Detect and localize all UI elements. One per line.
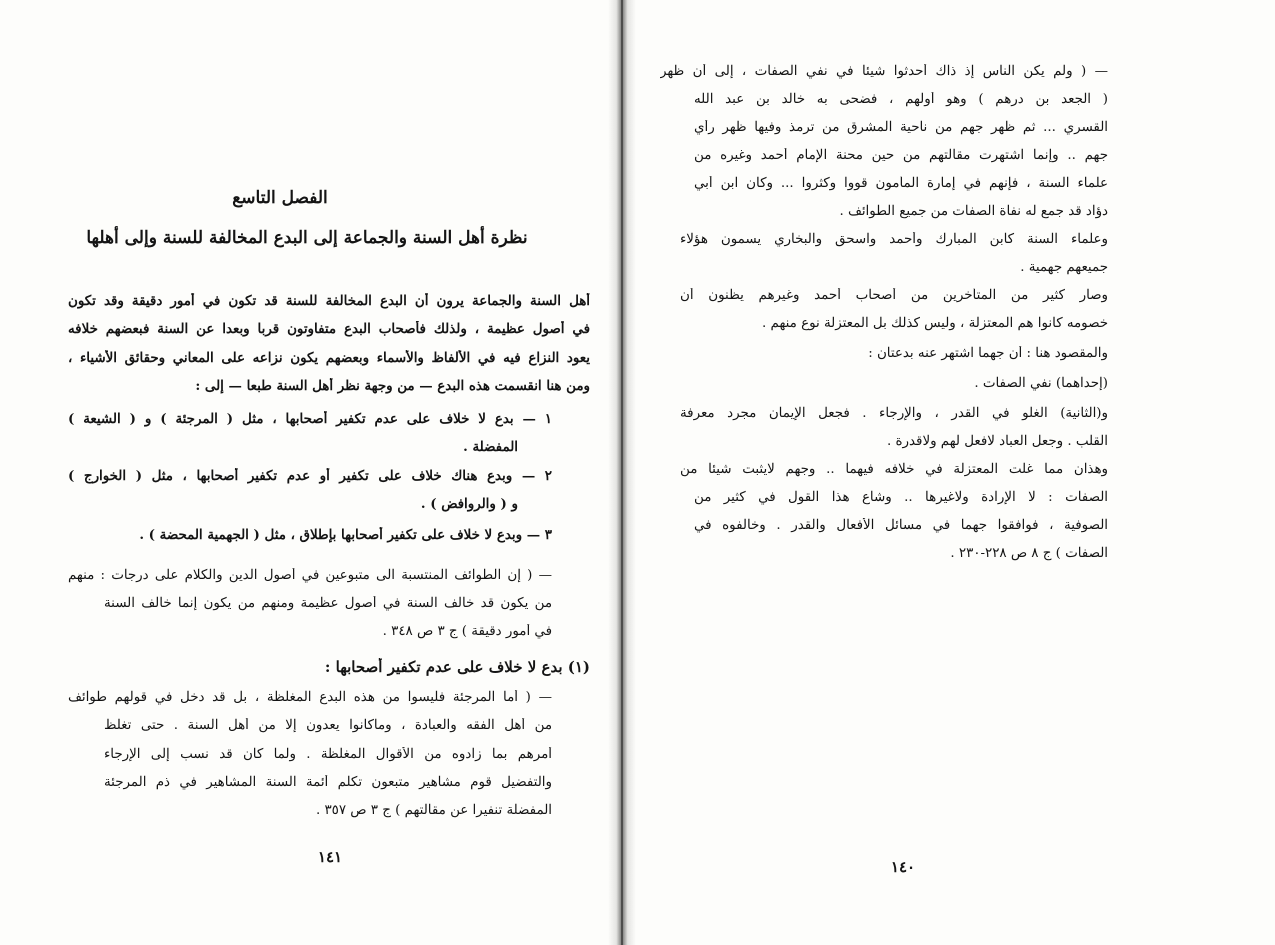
intro-line: ومن هنا انقسمت هذه البدع — من وجهة نظر أهل السنة طبعا — إلى : [195, 378, 590, 394]
page-number: ١٤١ [317, 848, 343, 866]
text-line: ( الجعد بن درهم ) وهو أولهم ، فضحى به خالد بن عبد الله [694, 92, 1108, 107]
text-line: — ( ولم يكن الناس إذ ذاك أحدثوا شيئا في نفي الصفات ، إلى أن ظهر [660, 64, 1108, 79]
text-line: القلب . وجعل العباد لافعل لهم ولاقدرة . [887, 434, 1108, 449]
page-number: ١٤٠ [890, 858, 916, 876]
quote-line: — ( أما المرجئة فليسوا من هذه البدع المغلظة ، بل قد دخل في قولهم طوائف [68, 690, 552, 705]
text-line: خصومه كانوا هم المعتزلة ، وليس كذلك بل المعتزلة نوع منهم . [762, 316, 1108, 331]
list-item-1-cont: المفضلة . [463, 439, 518, 455]
text-line: جميعهم جهمية . [1020, 260, 1108, 275]
quote-line: في أمور دقيقة ) ج ٣ ص ٣٤٨ . [382, 624, 552, 639]
quote-line: أمرهم بما زادوه من الأقوال المغلظة . ولما كان قد نسب إلى الإرجاء [104, 747, 552, 762]
text-line: وعلماء السنة كابن المبارك وأحمد واسحق والبخاري يسمون هؤلاء [680, 232, 1108, 247]
book-gutter [608, 0, 636, 945]
chapter-subtitle: نظرة أهل السنة والجماعة إلى البدع المخالفة للسنة وإلى أهلها [86, 228, 528, 248]
text-line: دؤاد قد جمع له نفاة الصفات من جميع الطوائف . [839, 204, 1108, 219]
text-line: الصفات : لا الإرادة ولاغيرها .. وشاع هذا القول في كثير من [694, 490, 1108, 505]
text-line: و(الثانية) الغلو في القدر ، والإرجاء . فجعل الإيمان مجرد معرفة [680, 406, 1108, 421]
quote-line: — ( إن الطوائف المنتسبة الى متبوعين في أصول الدين والكلام على درجات : منهم [68, 568, 552, 583]
list-item-1: ١ — بدع لا خلاف على عدم تكفير أصحابها ، مثل ( المرجئة ) و ( الشيعة ) [68, 411, 552, 427]
section-heading: (١) بدع لا خلاف على عدم تكفير أصحابها : [324, 658, 590, 676]
list-item-2-cont: و ( والروافض ) . [420, 496, 518, 512]
right-page [660, 0, 1108, 945]
text-line: وصار كثير من المتأخرين من أصحاب أحمد وغيرهم يظنون أن [680, 288, 1108, 303]
intro-line: في أصول عظيمة ، ولذلك فأصحاب البدع متفاوتون قربا وبعدا عن السنة فبعضهم خلافه [68, 321, 590, 337]
intro-line: يعود النزاع فيه في الألفاظ والأسماء وبعضهم يكون نزاعه على المعاني وحقائق الأشياء ، [68, 350, 590, 366]
text-line: وهذان مما غلت المعتزلة في خلافه فيهما .. وجهم لايثبت شيئا من [680, 462, 1108, 477]
quote-line: من يكون قد خالف السنة في أصول عظيمة ومنهم من يكون إنما خالف السنة [104, 596, 552, 611]
quote-line: المفضلة تنفيرا عن مقالتهم ) ج ٣ ص ٣٥٧ . [315, 803, 552, 818]
quote-line: والتفضيل قوم مشاهير متبعون تكلم أئمة السنة المشاهير في ذم المرجئة [104, 775, 552, 790]
quote-line: من أهل الفقه والعبادة ، وماكانوا يعدون إلا من أهل السنة . حتى تغلظ [104, 718, 552, 733]
text-line: (إحداهما) نفي الصفات . [974, 376, 1108, 391]
left-page [65, 0, 590, 945]
text-line: والمقصود هنا : أن جهما اشتهر عنه بدعتان : [868, 346, 1108, 361]
text-line: الصفات ) ج ٨ ص ٢٢٨-٢٣٠ . [950, 546, 1108, 561]
text-line: القسري ... ثم ظهر جهم من ناحية المشرق من ترمذ وفيها ظهر رأي [694, 120, 1108, 135]
text-line: علماء السنة ، فإنهم في إمارة المأمون قووا وكثروا ... وكان ابن أبي [694, 176, 1108, 191]
list-item-2: ٢ — وبدع هناك خلاف على تكفير أو عدم تكفير أصحابها ، مثل ( الخوارج ) [68, 468, 552, 484]
text-line: جهم .. وإنما اشتهرت مقالتهم من حين محنة الإمام أحمد وغيره من [694, 148, 1108, 163]
chapter-title: الفصل التاسع [232, 188, 328, 208]
intro-line: أهل السنة والجماعة يرون أن البدع المخالفة للسنة قد تكون في أمور دقيقة وقد تكون [68, 293, 590, 309]
list-item-3: ٣ — وبدع لا خلاف على تكفير أصحابها بإطلاق ، مثل ( الجهمية المحضة ) . [139, 527, 552, 543]
text-line: الصوفية ، فوافقوا جهما في مسائل الأفعال والقدر . وخالفوه في [694, 518, 1108, 533]
